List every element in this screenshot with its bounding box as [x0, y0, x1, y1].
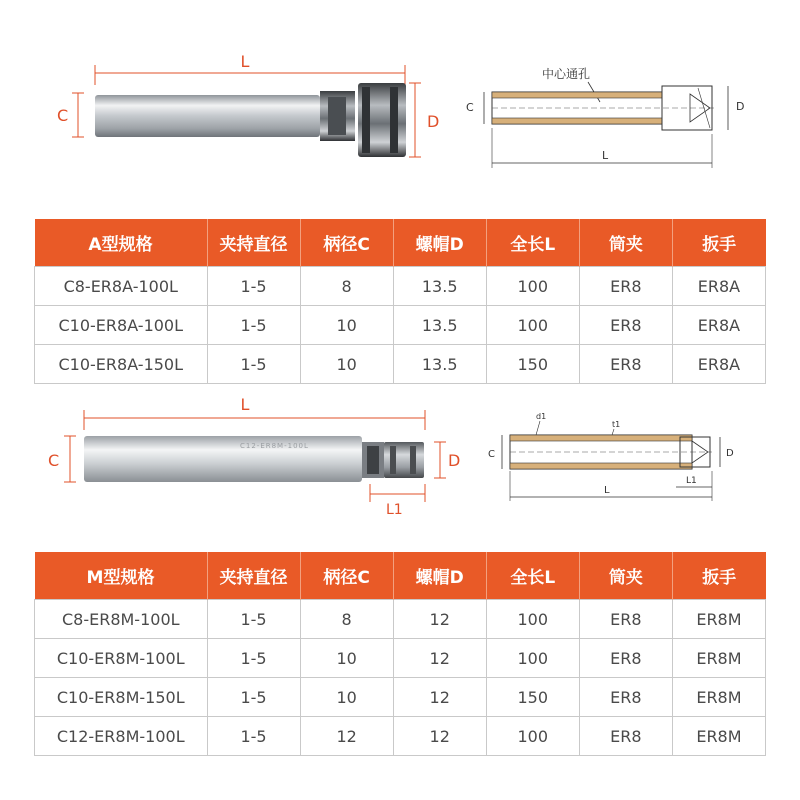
table-cell: ER8A	[672, 345, 765, 384]
table-cell: 100	[486, 600, 579, 639]
table-cell: ER8	[579, 717, 672, 756]
header-model: M型规格	[35, 552, 208, 600]
table-cell: ER8	[579, 267, 672, 306]
header-wrench: 扳手	[672, 219, 765, 267]
a-nut-label: D	[427, 112, 440, 131]
table-cell: 150	[486, 678, 579, 717]
header-length: 全长L	[486, 219, 579, 267]
table-cell: ER8	[579, 600, 672, 639]
table-row	[35, 678, 766, 717]
table-cell: 100	[486, 717, 579, 756]
header-clamp-diameter: 夹持直径	[207, 219, 300, 267]
table-cell: 12	[393, 639, 486, 678]
a-length-label: L	[240, 52, 250, 71]
table-row	[35, 639, 766, 678]
table-cell: ER8	[579, 345, 672, 384]
header-collet: 筒夹	[579, 552, 672, 600]
header-clamp-diameter: 夹持直径	[207, 552, 300, 600]
a-drawing-length-label: L	[602, 149, 609, 162]
m-drawing-shank-label: C	[488, 449, 495, 460]
table-cell: ER8	[579, 678, 672, 717]
header-nut: 螺帽D	[393, 219, 486, 267]
table-cell: ER8M	[672, 600, 765, 639]
m-d1-label: d1	[536, 412, 547, 421]
m-type-photo	[40, 390, 460, 530]
header-collet: 筒夹	[579, 219, 672, 267]
a-type-spec-table	[34, 219, 766, 384]
table-cell: C8-ER8A-100L	[35, 267, 208, 306]
table-header-row	[35, 219, 766, 267]
table-cell: C10-ER8M-150L	[35, 678, 208, 717]
table-cell: ER8	[579, 306, 672, 345]
table-cell: 100	[486, 267, 579, 306]
table-row	[35, 345, 766, 384]
table-cell: 1-5	[207, 678, 300, 717]
a-center-hole-label: 中心通孔	[542, 67, 591, 81]
m-nut-length-label: L1	[386, 502, 403, 518]
a-shank	[95, 95, 320, 137]
table-cell: 10	[300, 345, 393, 384]
header-shank: 柄径C	[300, 219, 393, 267]
table-cell: C8-ER8M-100L	[35, 600, 208, 639]
table-cell: C12-ER8M-100L	[35, 717, 208, 756]
table-cell: 13.5	[393, 267, 486, 306]
header-model: A型规格	[35, 219, 208, 267]
a-type-drawing	[460, 58, 760, 178]
table-cell: ER8	[579, 639, 672, 678]
table-cell: 8	[300, 600, 393, 639]
table-cell: 12	[393, 717, 486, 756]
table-cell: ER8A	[672, 267, 765, 306]
table-cell: 1-5	[207, 600, 300, 639]
table-cell: 1-5	[207, 639, 300, 678]
header-wrench: 扳手	[672, 552, 765, 600]
header-nut: 螺帽D	[393, 552, 486, 600]
table-row	[35, 717, 766, 756]
header-length: 全长L	[486, 552, 579, 600]
table-cell: C10-ER8A-150L	[35, 345, 208, 384]
table-row	[35, 306, 766, 345]
m-t1-label: t1	[612, 420, 621, 429]
table-row	[35, 600, 766, 639]
a-shank-label: C	[57, 106, 69, 125]
table-cell: 10	[300, 678, 393, 717]
m-drawing-nut-length-label: L1	[686, 476, 697, 486]
table-cell: ER8M	[672, 717, 765, 756]
table-header-row	[35, 552, 766, 600]
table-cell: ER8M	[672, 639, 765, 678]
a-type-photo	[40, 45, 440, 205]
table-cell: 1-5	[207, 345, 300, 384]
table-cell: 1-5	[207, 717, 300, 756]
table-cell: 13.5	[393, 306, 486, 345]
m-shank	[84, 436, 362, 482]
table-cell: ER8M	[672, 678, 765, 717]
a-drawing-nut-label: D	[736, 100, 745, 113]
table-cell: 12	[393, 600, 486, 639]
table-cell: 13.5	[393, 345, 486, 384]
m-drawing-nut-label: D	[726, 448, 734, 459]
table-cell: 10	[300, 306, 393, 345]
m-engraving: C12-ER8M-100L	[240, 442, 309, 450]
table-cell: 12	[393, 678, 486, 717]
m-nut-label: D	[448, 451, 460, 470]
m-length-label: L	[240, 395, 250, 414]
table-cell: 1-5	[207, 267, 300, 306]
m-shank-label: C	[48, 451, 60, 470]
table-cell: 12	[300, 717, 393, 756]
table-cell: 150	[486, 345, 579, 384]
header-shank: 柄径C	[300, 552, 393, 600]
table-cell: 1-5	[207, 306, 300, 345]
m-drawing-length-label: L	[604, 485, 610, 496]
table-cell: ER8A	[672, 306, 765, 345]
table-cell: 8	[300, 267, 393, 306]
m-type-drawing	[480, 405, 770, 515]
table-cell: 100	[486, 639, 579, 678]
table-cell: C10-ER8M-100L	[35, 639, 208, 678]
table-row	[35, 267, 766, 306]
m-type-spec-table	[34, 552, 766, 756]
table-cell: C10-ER8A-100L	[35, 306, 208, 345]
a-drawing-shank-label: C	[466, 101, 474, 114]
table-cell: 100	[486, 306, 579, 345]
table-cell: 10	[300, 639, 393, 678]
